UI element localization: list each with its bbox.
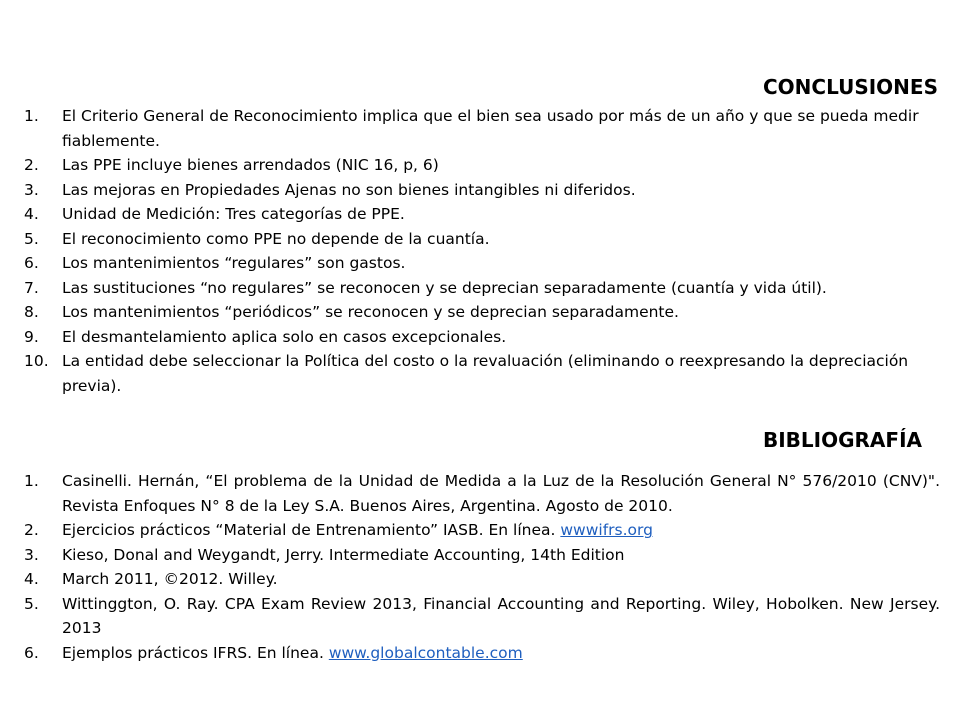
item-text: Unidad de Medición: Tres categorías de PPE. [62,205,405,223]
item-number: 3. [24,545,39,564]
item-text: Las mejoras en Propiedades Ajenas no son bienes intangibles ni diferidos. [62,180,636,199]
item-number: 9. [24,327,39,346]
item-number: 4. [24,205,39,223]
item-text: Ejercicios prácticos “Material de Entrenamiento” IASB. En línea. [62,521,561,539]
list-item [24,300,940,325]
list-item [24,518,940,543]
item-text: El desmantelamiento aplica solo en casos excepcionales. [62,327,507,346]
list-item [24,349,940,398]
list-item [24,325,940,350]
list-item [24,567,940,592]
list-item [24,543,940,568]
item-number: 1. [24,107,39,125]
list-item [24,469,940,518]
item-number: 3. [24,180,39,199]
item-text: El reconocimiento como PPE no depende de la cuantía. [62,229,490,248]
item-text: Los mantenimientos “periódicos” se reconocen y se deprecian separadamente. [62,303,679,321]
item-text: La entidad debe seleccionar la Política del costo o la revaluación (eliminando o reexpresando la depreciación previa). [62,352,909,395]
item-number: 8. [24,303,39,321]
item-number: 6. [24,254,39,272]
list-item [24,276,940,301]
item-number: 2. [24,521,39,539]
conclusiones-list [24,104,940,398]
item-number: 6. [24,643,39,662]
item-text-wrapper [62,641,940,666]
item-number: 1. [24,472,39,490]
item-text: El Criterio General de Reconocimiento implica que el bien sea usado por más de un año y que se pueda medir fiablemente. [62,107,919,150]
item-text: March 2011, ©2012. Willey. [62,570,278,588]
item-text: Casinelli. Hernán, “El problema de la Unidad de Medida a la Luz de la Resolución General N° 576/2010 (CNV)". Revista Enfoques N° 8 de la Ley S.A. Buenos Aires, Argentina. Agosto de 2010. [62,472,940,515]
list-item [24,641,940,666]
item-text-wrapper [62,518,940,543]
bibliografia-list [24,469,940,665]
item-text: Kieso, Donal and Weygandt, Jerry. Intermediate Accounting, 14th Edition [62,545,625,564]
list-item [24,202,940,227]
item-number: 5. [24,229,39,248]
list-item [24,153,940,178]
globalcontable-link[interactable]: www.globalcontable.com [328,643,523,662]
item-text: Las sustituciones “no regulares” se reconocen y se deprecian separadamente (cuantía y vida útil). [62,278,827,297]
item-text: Wittinggton, O. Ray. CPA Exam Review 2013, Financial Accounting and Reporting. Wiley, Hobolken. New Jersey. 2013 [62,594,940,637]
list-item [24,104,940,153]
list-item [24,251,940,276]
item-text: Las PPE incluye bienes arrendados (NIC 16, p, 6) [62,156,439,174]
ifrs-link[interactable]: wwwifrs.org [560,521,653,539]
list-item [24,227,940,252]
list-item [24,178,940,203]
item-number: 10. [24,352,49,370]
bibliografia-title: BIBLIOGRAFÍA [763,428,922,452]
list-item [24,592,940,641]
item-number: 7. [24,278,39,297]
item-number: 5. [24,594,39,613]
item-number: 2. [24,156,39,174]
conclusiones-title: CONCLUSIONES [762,75,938,99]
item-number: 4. [24,570,39,588]
item-text: Ejemplos prácticos IFRS. En línea. [62,643,329,662]
item-text: Los mantenimientos “regulares” son gastos. [62,254,406,272]
